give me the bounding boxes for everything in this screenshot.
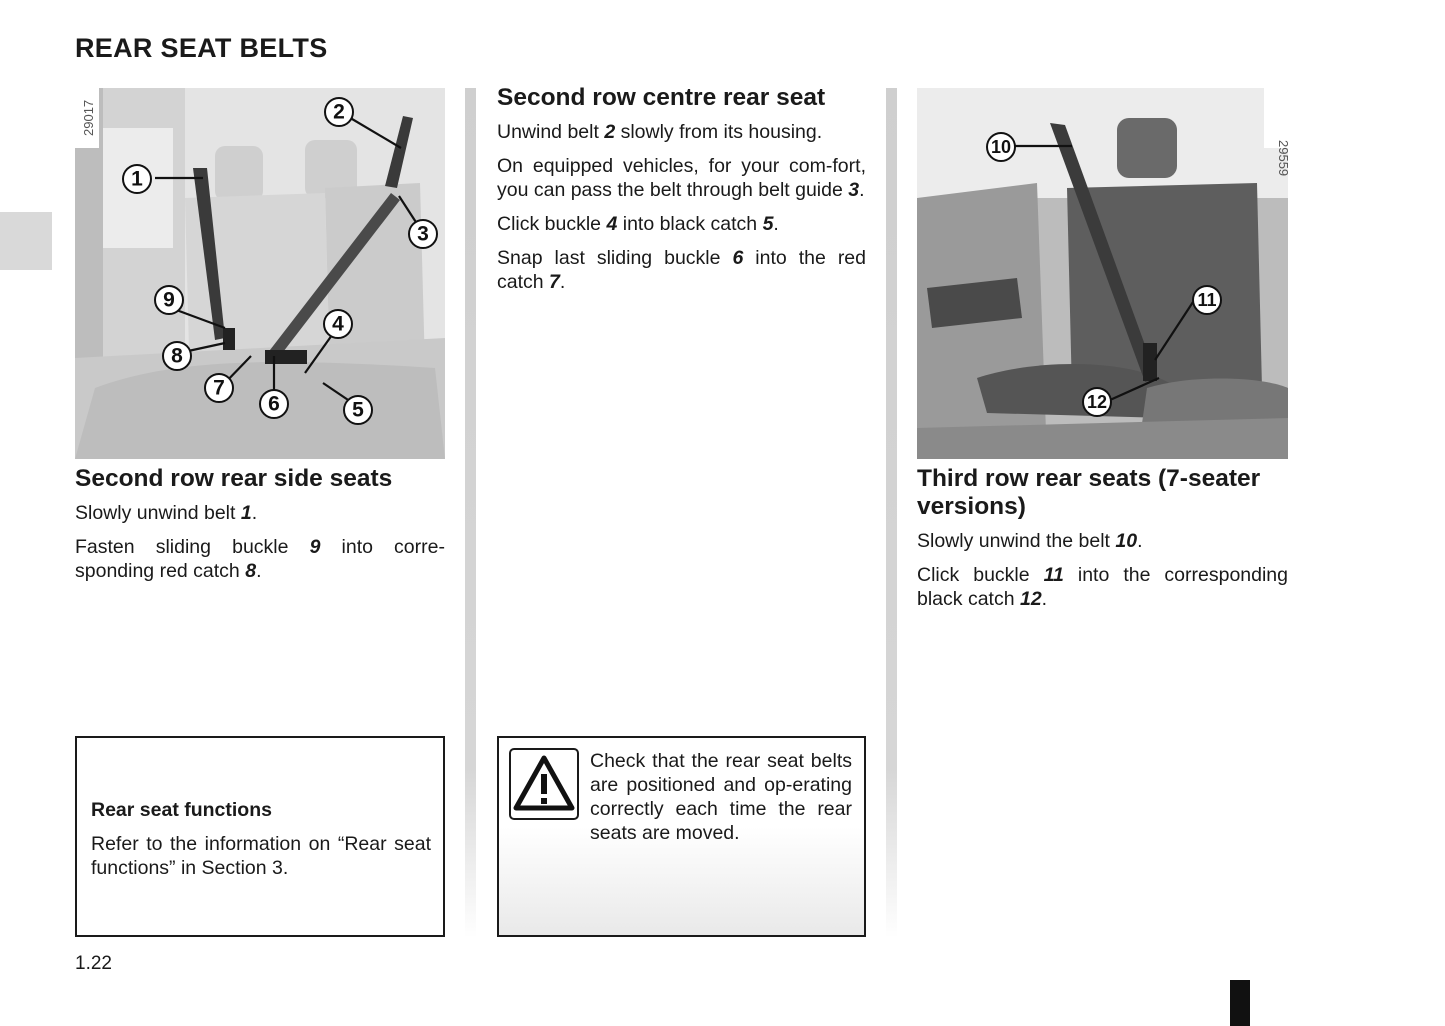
paragraph: Snap last sliding buckle 6 into the red catch 7. (497, 247, 866, 293)
second-row-seat-photo (75, 88, 445, 459)
callout-6: 6 (268, 392, 280, 416)
page-number: 1.22 (75, 953, 112, 974)
middle-column (497, 84, 866, 294)
paragraph: Slowly unwind the belt 10. (917, 530, 1143, 552)
callout-10: 10 (990, 137, 1012, 157)
paragraph: Unwind belt 2 slowly from its housing. (497, 121, 823, 143)
section-marker (1230, 980, 1250, 1026)
paragraph: Click buckle 11 into the corresponding black catch 12. (917, 564, 1288, 610)
warning-text: Check that the rear seat belts are positioned and op-erating correctly each time the rear seats are moved. (590, 750, 852, 844)
callout-11: 11 (1197, 290, 1217, 310)
section-tab (0, 212, 52, 270)
section-heading: Second row centre rear seat (497, 84, 826, 111)
right-column (917, 465, 1288, 611)
warning-box (497, 736, 866, 937)
paragraph: Slowly unwind belt 1. (75, 502, 258, 524)
paragraph: Fasten sliding buckle 9 into corre-sponding red catch 8. (75, 536, 445, 582)
section-heading: Third row rear seats (7-seater versions) (917, 465, 1261, 520)
paragraph: On equipped vehicles, for your com-fort, you can pass the belt through belt guide 3. (497, 155, 866, 201)
column-divider (886, 88, 897, 938)
column-divider (465, 88, 476, 938)
callout-3: 3 (417, 222, 429, 246)
callout-5: 5 (352, 398, 364, 422)
image-reference: 29017 (81, 99, 96, 136)
left-column (75, 465, 445, 583)
callout-4: 4 (332, 312, 344, 336)
info-box-text: Refer to the information on “Rear seat functions” in Section 3. (91, 833, 431, 879)
callout-7: 7 (213, 376, 225, 400)
page-title: REAR SEAT BELTS (75, 33, 328, 63)
section-heading: Second row rear side seats (75, 465, 393, 492)
callout-2: 2 (333, 100, 345, 124)
warning-triangle-icon (509, 748, 579, 820)
paragraph: Click buckle 4 into black catch 5. (497, 213, 779, 235)
callout-1: 1 (131, 167, 143, 191)
callout-8: 8 (171, 344, 183, 368)
image-reference: 29559 (1276, 140, 1291, 177)
callout-9: 9 (163, 288, 175, 312)
info-box-title: Rear seat functions (91, 799, 272, 821)
info-box (75, 736, 445, 937)
callout-12: 12 (1086, 392, 1108, 412)
third-row-seat-photo (917, 88, 1291, 459)
